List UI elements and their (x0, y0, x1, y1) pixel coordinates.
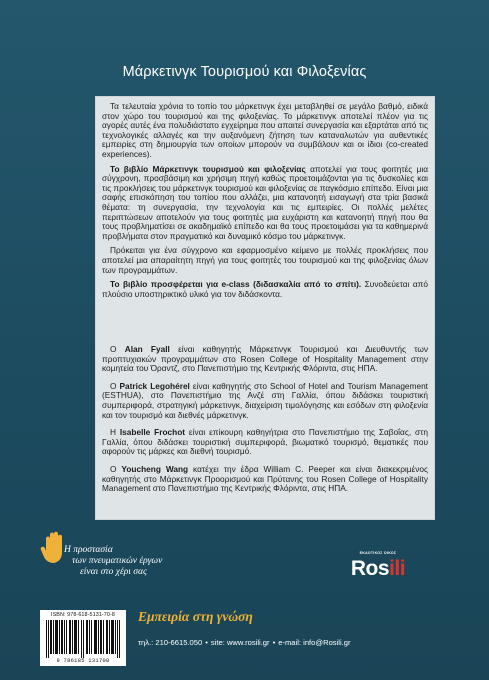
text-panel (96, 97, 434, 519)
description-paragraph-3: Πρόκειται για ένα σύγχρονο και εφαρμοσμένο κείμενο με πολλές προκλήσεις που αποτελεί μια απαραίτητη πηγή για τους φοιτητές του τουρισμού και της φιλοξενίας όλων των προγραμμάτων. (102, 245, 428, 275)
author-name: Youcheng Wang (121, 463, 189, 474)
publisher-name-part2: ili (389, 557, 406, 580)
author-prefix: Ο (110, 380, 120, 391)
page-title: Μάρκετινγκ Τουρισμού και Φιλοξενίας (122, 64, 367, 80)
barcode-number: 9 786185 131708 (56, 658, 110, 664)
author-name: Alan Fyall (124, 344, 170, 354)
author-bio (102, 428, 428, 457)
notice-line-2: των πνευματικών έργων (72, 556, 163, 566)
eclass-note-bold: Το βιβλίο προσφέρεται για e-class (διδασκαλία από το σπίτι). (110, 279, 362, 290)
description-paragraph-4-text: Συνοδεύεται από πλούσιο υποστηρικτικό υλικό για τον διδάσκοντα. (102, 279, 429, 299)
notice-line-3: είναι στο χέρι σας (80, 567, 147, 577)
contact-phone: τηλ.: 210-6615.050 (138, 638, 203, 647)
author-text: κατέχει την έδρα William C. Peeper και είναι διακεκριμένος καθηγητής στο Μάρκετινγκ Προορισμού και Πρύτανης του Rosen College of Hospitality Management στο Πανεπιστήμιο της Κεντρικής Φλόριντα, στις ΗΠΑ. (102, 463, 428, 494)
book-description (102, 102, 428, 304)
separator: • (205, 638, 208, 647)
contact-email[interactable]: e-mail: info@Rosili.gr (278, 638, 351, 647)
author-bio (102, 345, 428, 374)
author-text: είναι καθηγητής Μάρκετινγκ Τουρισμού και Διευθυντής των προπτυχιακών προγραμμάτων στο Rosen College of Hospitality Management στην κομητεία του Όραντζ, στο Πανεπιστήμιο της Κεντρικής Φλόριντα, στις ΗΠΑ. (102, 344, 428, 374)
author-name: Isabelle Frochot (119, 427, 186, 438)
author-prefix: Η (110, 427, 120, 438)
author-bio (102, 465, 428, 494)
publisher-top-text: ΕΚΔΟΤΙΚΟΣ ΟΙΚΟΣ (359, 551, 397, 555)
contact-info (138, 638, 351, 647)
barcode-bars (46, 620, 120, 658)
description-paragraph-4 (102, 280, 428, 299)
author-bio (102, 382, 428, 420)
book-title-bold: Το βιβλίο Μάρκετινγκ τουρισμού και φιλοξενίας (110, 163, 306, 174)
isbn: ISBN: 978-618-5131-70-8 (50, 612, 116, 618)
publisher-logo (348, 551, 408, 593)
author-name: Patrick Legohérel (119, 380, 190, 391)
author-text: είναι επίκουρη καθηγήτρια στο Πανεπιστήμιο της Σαβοΐας, στη Γαλλία, όπου διδάσκει τουριστική συμπεριφορά, βιωματικό τουρισμό, θεματικές που αφορούν τις μάρκες και διεθνή τουρισμό. (102, 427, 428, 457)
contact-website[interactable]: site: www.rosili.gr (210, 638, 270, 647)
publisher-name-part1: Ros (350, 557, 390, 580)
copyright-notice (54, 545, 194, 585)
publisher-name (348, 557, 408, 581)
author-prefix: Ο (110, 463, 122, 474)
author-bios (102, 345, 428, 502)
description-paragraph-2-text: αποτελεί για τους φοιτητές μια σύγχρονη, προσβάσιμη και χρήσιμη πηγή καθώς προετοιμάζονται για τις δυσκολίες και τις προκλήσεις του μάρκετινγκ τουρισμού και φιλοξενίας σε παγκόσμιο επίπεδο. Είναι μια σαφής επισκόπηση του τοπίου που αλλάζει, μια κατανοητή εισαγωγή στα τρία βασικά θέματα: τη συνεργασία, την τεχνολογία και τις εμπειρίες. Οι πολλές μελέτες περιπτώσεων αποτελούν για τους φοιτητές μια ευχάριστη και κατανοητή πηγή που θα τους προβληματίσει σε ακαδημαϊκό επίπεδο και θα τους προετοιμάσει για τα καθημερινά προβλήματα στον πραγματικό και δυναμικό κόσμο του μάρκετινγκ. (102, 163, 429, 241)
notice-line-1: Η προστασία (64, 545, 113, 555)
description-paragraph-2 (102, 165, 428, 242)
separator: • (272, 638, 276, 647)
author-prefix: Ο (110, 344, 125, 354)
author-text: είναι καθηγητής στο School of Hotel and Tourism Management (ESTHUA), στο Πανεπιστήμιο της Ανζέ στη Γαλλία, όπου διδάσκει τουριστική συμπεριφορά, στρατηγική μάρκετινγκ, διαχείριση τιμολόγησης και εσόδων στη φιλοξενία και τον τουρισμό και διεθνές μάρκετινγκ. (102, 380, 428, 420)
tagline: Εμπειρία στη γνώση (138, 609, 253, 624)
description-paragraph-1: Τα τελευταία χρόνια το τοπίο του μάρκετινγκ έχει μεταβληθεί σε μεγάλο βαθμό, ειδικά στον χώρο του τουρισμού και της φιλοξενίας. Το μάρκετινγκ αποτελεί πλέον για τις αγορές αυτές ένα πολυδιάστατο εγχείρημα που απαιτεί συνεργασία και εξαρτάται από τις τεχνολογικές αλλαγές και την αυξανόμενη ζήτηση των καταναλωτών για αυθεντικές εμπειρίες στη δημιουργία των οποίων μπορούν να συμβάλουν και οι ίδιοι (co-created experiences). (102, 101, 428, 159)
barcode (40, 610, 126, 666)
